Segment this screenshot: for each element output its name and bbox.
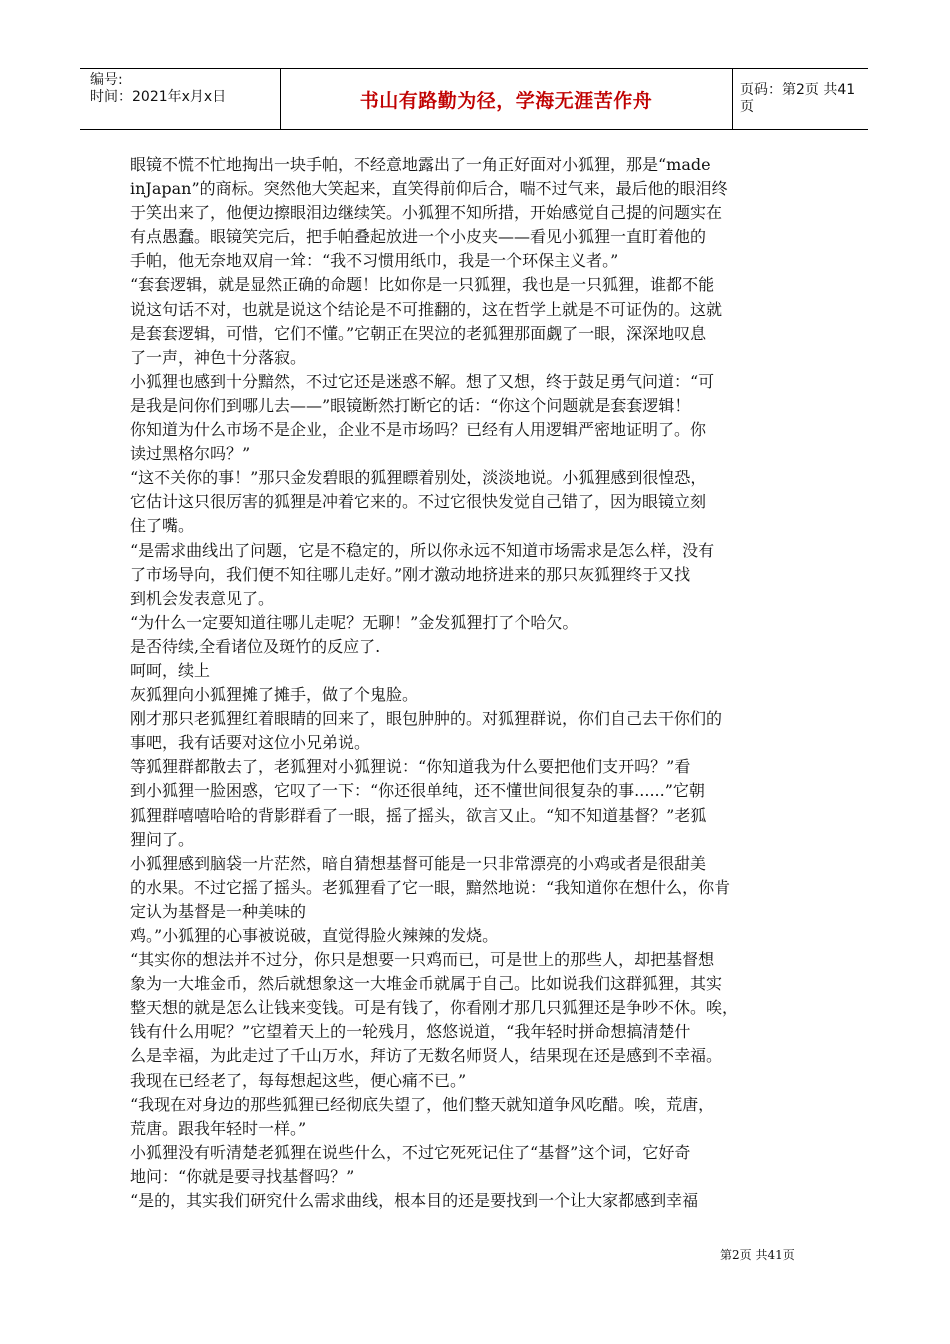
text-line: 的水果。不过它摇了摇头。老狐狸看了它一眼，黯然地说：“我知道你在想什么，你肯 — [130, 877, 731, 897]
header-meta-cell — [80, 69, 281, 129]
text-line: 它估计这只很厉害的狐狸是冲着它来的。不过它很快发觉自己错了，因为眼镜立刻 — [130, 492, 707, 512]
text-line: “为什么一定要知道往哪儿走呢？无聊！”金发狐狸打了个哈欠。 — [130, 612, 579, 632]
text-line: “是的，其实我们研究什么需求曲线，根本目的还是要找到一个让大家都感到幸福 — [130, 1191, 699, 1211]
text-line: 眼镜不慌不忙地掏出一块手帕，不经意地露出了一角正好面对小狐狸，那是“made — [130, 155, 711, 174]
text-line: “其实你的想法并不过分，你只是想要一只鸡而已，可是世上的那些人，却把基督想 — [130, 950, 715, 970]
text-line: 荒唐。跟我年轻时一样。” — [130, 1118, 307, 1138]
text-line: 于笑出来了，他便边擦眼泪边继续笑。小狐狸不知所措，开始感觉自己提的问题实在 — [130, 203, 723, 223]
time-label: 时间：2021年x月x日 — [90, 89, 227, 105]
text-line: 地问：“你就是要寻找基督吗？” — [130, 1166, 355, 1186]
page-header — [80, 68, 868, 130]
text-line: “这不关你的事！”那只金发碧眼的狐狸瞟着别处，淡淡地说。小狐狸感到很惶恐， — [130, 468, 707, 488]
text-line: 有点愚蠢。眼镜笑完后，把手帕叠起放进一个小皮夹——看见小狐狸一直盯着他的 — [130, 227, 707, 247]
footer-page-number: 第2页 共41页 — [720, 1248, 795, 1262]
text-line: “套套逻辑，就是显然正确的命题！比如你是一只狐狸，我也是一只狐狸，谁都不能 — [130, 275, 715, 295]
text-line: 刚才那只老狐狸红着眼睛的回来了，眼包肿肿的。对狐狸群说，你们自己去干你们的 — [130, 709, 723, 729]
text-line: 手帕，他无奈地双肩一耸：“我不习惯用纸巾，我是一个环保主义者。” — [130, 251, 619, 271]
text-line: 是套套逻辑，可惜，它们不懂。”它朝正在哭泣的老狐狸那面觑了一眼，深深地叹息 — [130, 323, 707, 343]
text-line: 狐狸群嘻嘻哈哈的背影群看了一眼，摇了摇头，欲言又止。“知不知道基督？”老狐 — [130, 805, 707, 825]
text-line: 是我是问你们到哪儿去——”眼镜断然打断它的话：“你这个问题就是套套逻辑！ — [130, 395, 691, 415]
header-motto-cell — [280, 69, 733, 129]
text-line: 钱有什么用呢？”它望着天上的一轮残月，悠悠说道，“我年轻时拼命想搞清楚什 — [130, 1022, 691, 1042]
text-line: 事吧，我有话要对这位小兄弟说。 — [130, 733, 371, 753]
text-line: 是否待续,全看诸位及斑竹的反应了. — [130, 636, 381, 656]
text-line: 你知道为什么市场不是企业，企业不是市场吗？已经有人用逻辑严密地证明了。你 — [130, 420, 707, 440]
text-line: 说这句话不对，也就是说这个结论是不可推翻的，这在哲学上就是不可证伪的。这就 — [130, 299, 723, 319]
header-page-cell — [732, 69, 868, 129]
text-line: 了市场导向，我们便不知往哪儿走好。”刚才激动地挤进来的那只灰狐狸终于又找 — [130, 564, 691, 584]
text-line: 等狐狸群都散去了，老狐狸对小狐狸说：“你知道我为什么要把他们支开吗？”看 — [130, 757, 691, 777]
text-line: inJapan”的商标。突然他大笑起来，直笑得前仰后合，喘不过气来，最后他的眼泪终 — [130, 179, 728, 199]
body-text — [130, 153, 820, 1213]
text-line: “是需求曲线出了问题，它是不稳定的，所以你永远不知道市场需求是怎么样，没有 — [130, 540, 715, 560]
text-line: 小狐狸感到脑袋一片茫然，暗自猜想基督可能是一只非常漂亮的小鸡或者是很甜美 — [130, 853, 707, 873]
text-line: 我现在已经老了，每每想起这些，便心痛不已。” — [130, 1070, 467, 1090]
text-line: 么是幸福，为此走过了千山万水，拜访了无数名师贤人，结果现在还是感到不幸福。 — [130, 1046, 723, 1066]
text-line: 整天想的就是怎么让钱来变钱。可是有钱了，你看刚才那几只狐狸还是争吵不休。唉， — [130, 998, 739, 1018]
text-line: 小狐狸没有听清楚老狐狸在说些什么，不过它死死记住了“基督”这个词，它好奇 — [130, 1142, 691, 1162]
text-line: 定认为基督是一种美味的 — [130, 901, 307, 921]
serial-number-label: 编号: — [90, 72, 123, 88]
text-line: 狸问了。 — [130, 829, 195, 849]
text-line: “我现在对身边的那些狐狸已经彻底失望了，他们整天就知道争风吃醋。唉，荒唐， — [130, 1094, 715, 1114]
text-line: 鸡。”小狐狸的心事被说破，直觉得脸火辣辣的发烧。 — [130, 926, 499, 945]
text-line: 象为一大堆金币，然后就想象这一大堆金币就属于自己。比如说我们这群狐狸，其实 — [130, 974, 723, 994]
text-line: 小狐狸也感到十分黯然，不过它还是迷惑不解。想了又想，终于鼓足勇气问道：“可 — [130, 371, 715, 391]
text-line: 住了嘴。 — [130, 516, 195, 536]
text-line: 灰狐狸向小狐狸摊了摊手，做了个鬼脸。 — [130, 685, 419, 705]
text-line: 呵呵，续上 — [130, 660, 211, 680]
text-line: 了一声，神色十分落寂。 — [130, 347, 307, 367]
text-line: 到小狐狸一脸困惑，它叹了一下：“你还很单纯，还不懂世间很复杂的事......”它朝 — [130, 781, 705, 801]
header-motto: 书山有路勤为径，学海无涯苦作舟 — [359, 89, 653, 112]
text-line: 到机会发表意见了。 — [130, 588, 275, 608]
header-page-number: 页码：第2页 共41页 — [740, 82, 856, 115]
text-line: 读过黑格尔吗？” — [130, 444, 251, 464]
